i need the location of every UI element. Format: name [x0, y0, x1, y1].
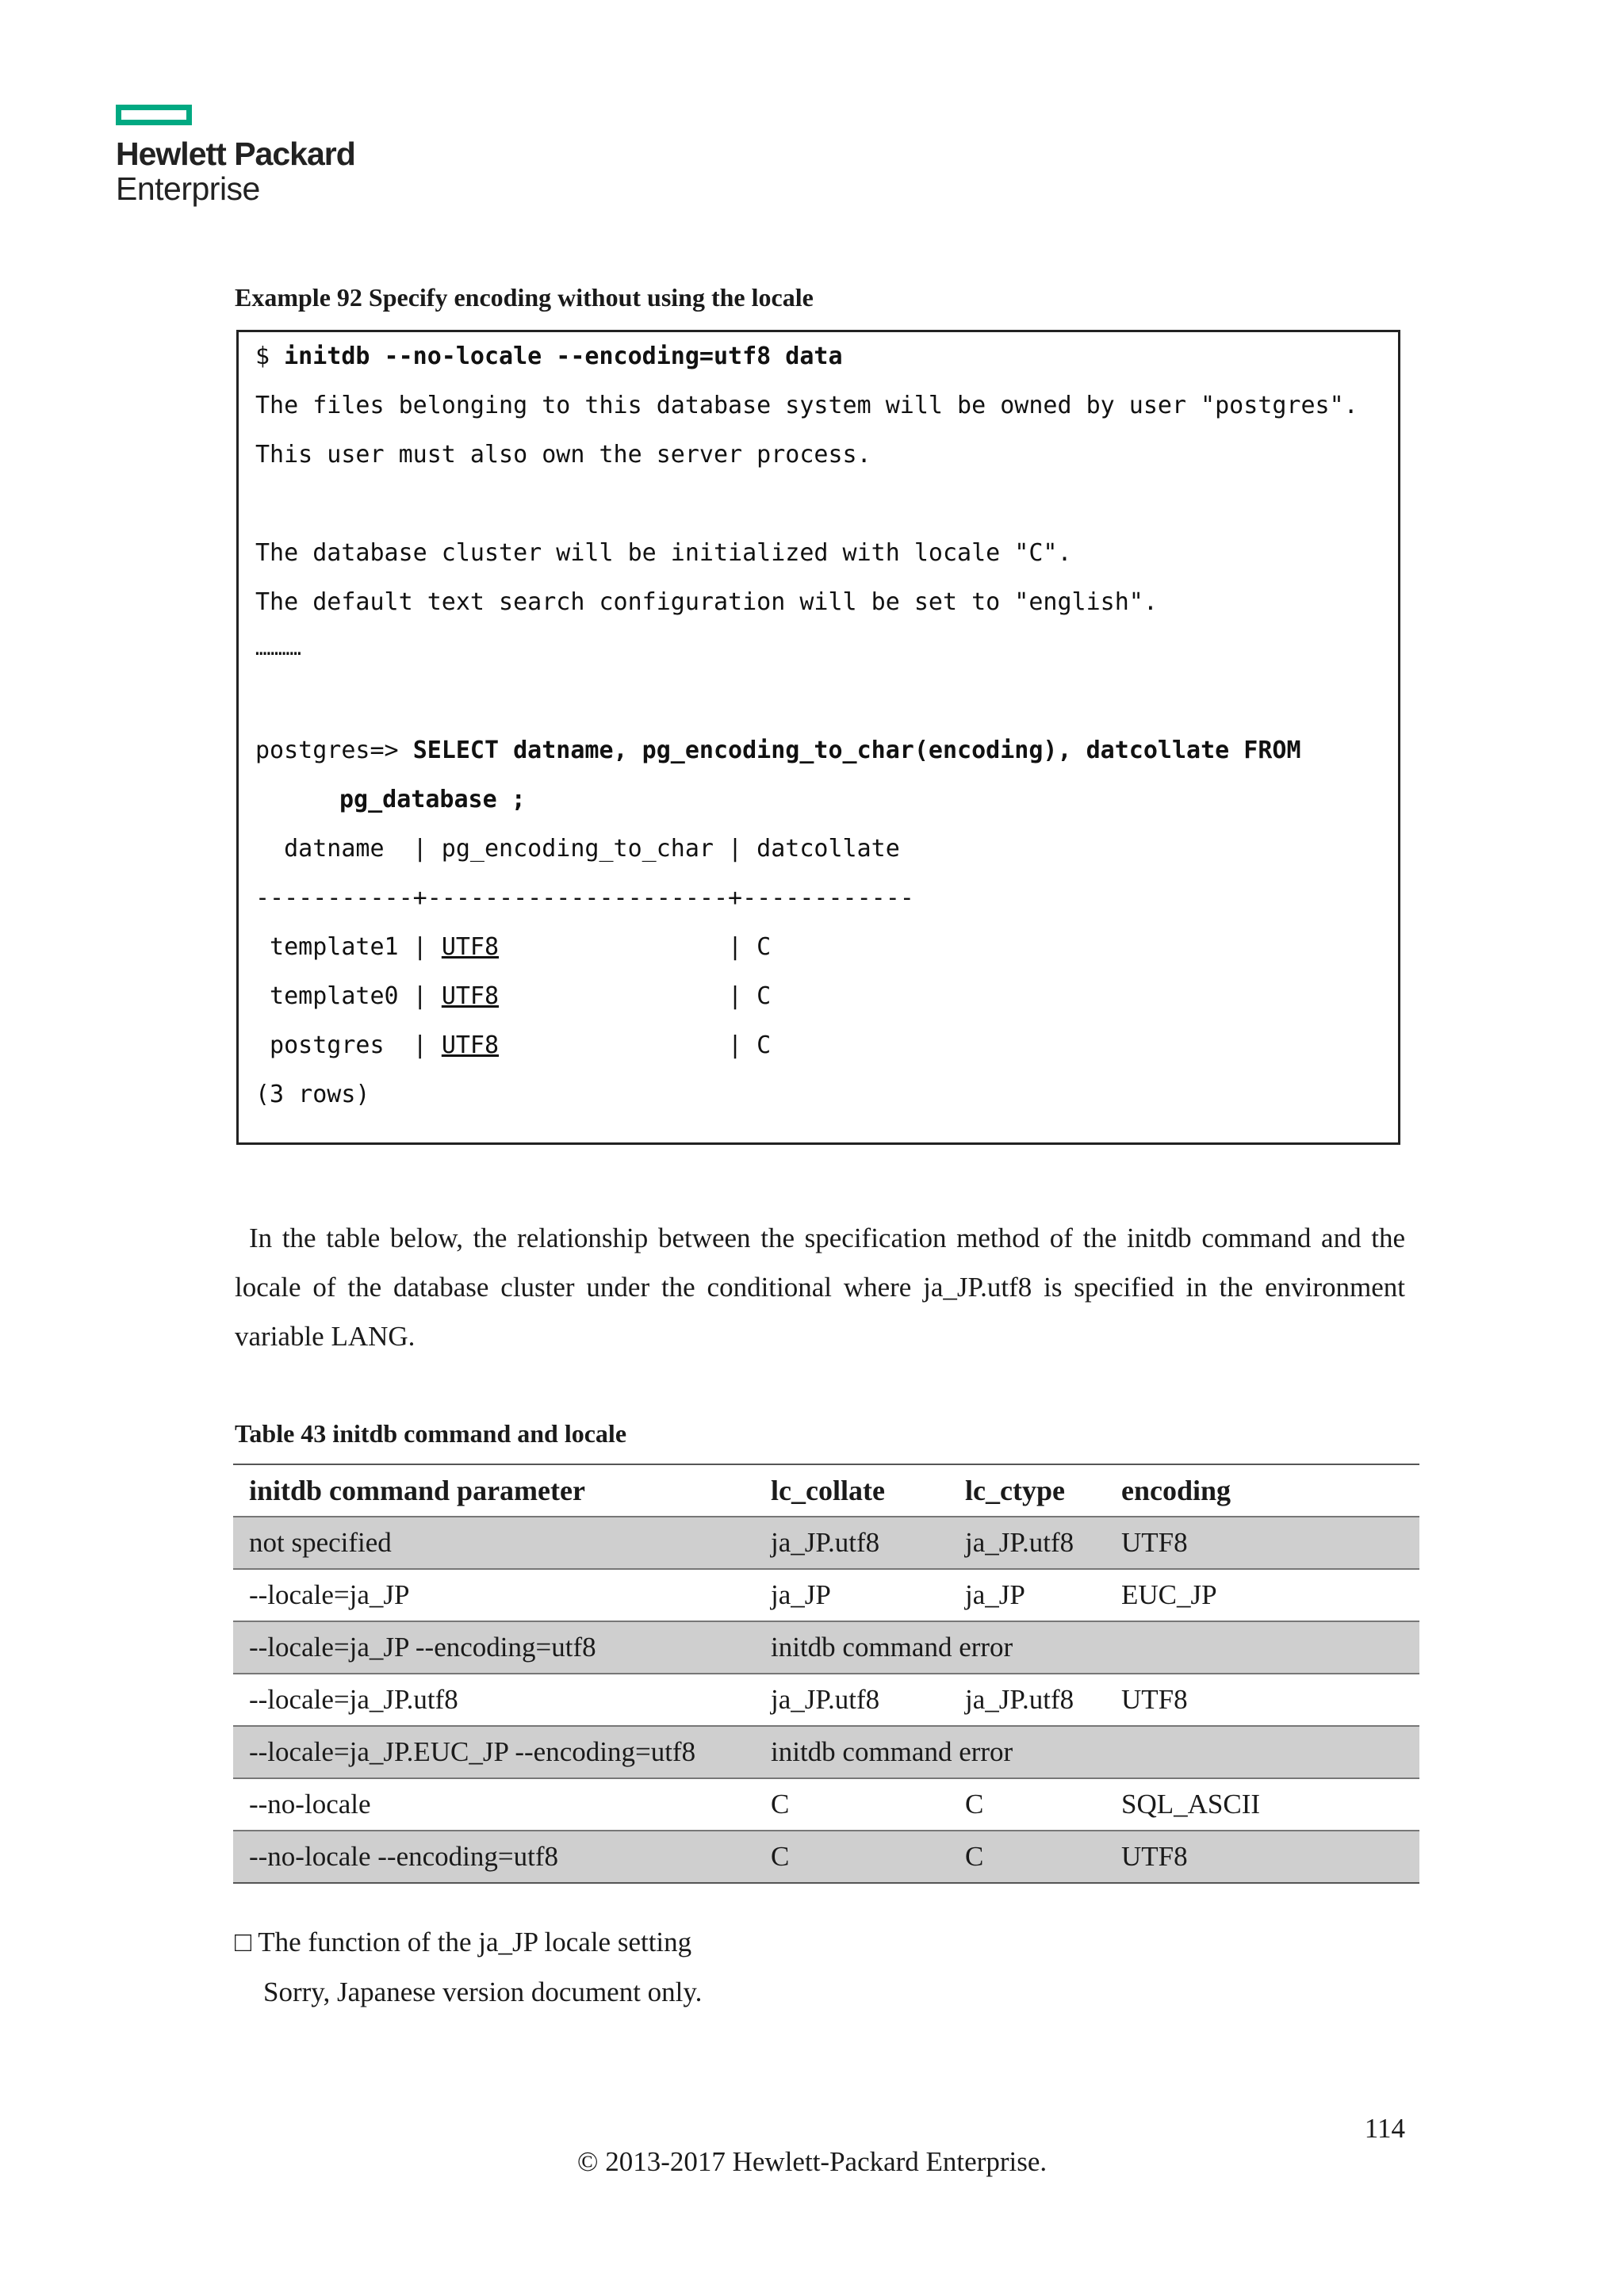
code-output-line: The default text search configuration will be set to "english".	[255, 588, 1158, 616]
result-separator: -----------+---------------------+------------	[255, 884, 914, 912]
table-cell: --locale=ja_JP.EUC_JP --encoding=utf8	[233, 1726, 755, 1778]
table-row	[233, 1674, 1419, 1726]
table-cell: SQL_ASCII	[1105, 1778, 1419, 1831]
example-caption: Example 92 Specify encoding without using the locale	[235, 283, 814, 312]
code-command: initdb --no-locale --encoding=utf8 data	[284, 342, 843, 370]
table-cell: --locale=ja_JP	[233, 1569, 755, 1621]
table-cell: ja_JP.utf8	[949, 1674, 1105, 1726]
table-row	[233, 1621, 1419, 1674]
header-cell: lc_ctype	[949, 1464, 1105, 1517]
logo-line1: Hewlett Packard	[116, 136, 355, 172]
table-cell: initdb command error	[755, 1726, 1419, 1778]
header-cell: initdb command parameter	[233, 1464, 755, 1517]
code-output-line: The files belonging to this database system will be owned by user "postgres".	[255, 392, 1358, 419]
result-row-count: (3 rows)	[255, 1081, 370, 1108]
result-row: template0 | UTF8 | C	[255, 982, 772, 1010]
table-cell: --no-locale --encoding=utf8	[233, 1831, 755, 1883]
table-row	[233, 1831, 1419, 1883]
table-cell: ja_JP.utf8	[755, 1674, 949, 1726]
table-cell: ja_JP.utf8	[755, 1517, 949, 1569]
table-cell: UTF8	[1105, 1831, 1419, 1883]
hpe-logo-mark	[116, 105, 192, 125]
table-cell: initdb command error	[755, 1621, 1419, 1674]
body-paragraph: In the table below, the relationship between the specification method of the initdb command and the locale of the database cluster under the conditional where ja_JP.utf8 is specified in the environment variable LANG.	[235, 1223, 1405, 1352]
table-cell: ja_JP	[755, 1569, 949, 1621]
logo-line2: Enterprise	[116, 170, 260, 207]
table-cell: --no-locale	[233, 1778, 755, 1831]
table-cell: ja_JP.utf8	[949, 1517, 1105, 1569]
code-query-line: postgres=> SELECT datname, pg_encoding_to_char(encoding), datcollate FROM	[255, 737, 1301, 764]
table-cell: C	[949, 1831, 1105, 1883]
code-command-line: $ initdb --no-locale --encoding=utf8 data	[255, 342, 843, 370]
table-cell: UTF8	[1105, 1517, 1419, 1569]
table-cell: ja_JP	[949, 1569, 1105, 1621]
page-number: 114	[1364, 2113, 1405, 2144]
note-heading: □ The function of the ja_JP locale setting	[235, 1927, 692, 1957]
code-ellipsis: …………	[255, 637, 301, 660]
table-row	[233, 1726, 1419, 1778]
table-cell: C	[755, 1831, 949, 1883]
note-text: Sorry, Japanese version document only.	[263, 1976, 703, 2007]
table-cell: C	[755, 1778, 949, 1831]
table-cell: C	[949, 1778, 1105, 1831]
header-cell: encoding	[1105, 1464, 1419, 1517]
table-cell: UTF8	[1105, 1674, 1419, 1726]
header-cell: lc_collate	[755, 1464, 949, 1517]
hpe-logo	[116, 105, 355, 206]
table-cell: --locale=ja_JP.utf8	[233, 1674, 755, 1726]
code-query: SELECT datname, pg_encoding_to_char(encoding), datcollate FROM	[412, 737, 1301, 764]
table-row	[233, 1778, 1419, 1831]
table-cell: EUC_JP	[1105, 1569, 1419, 1621]
result-row: template1 | UTF8 | C	[255, 933, 772, 961]
result-header: datname | pg_encoding_to_char | datcollate	[255, 835, 900, 863]
table-row	[233, 1569, 1419, 1621]
result-row: postgres | UTF8 | C	[255, 1031, 772, 1059]
copyright-footer: © 2013-2017 Hewlett-Packard Enterprise.	[576, 2146, 1048, 2177]
locale-table	[233, 1464, 1419, 1884]
table-cell: --locale=ja_JP --encoding=utf8	[233, 1621, 755, 1674]
table-header-row	[233, 1464, 1419, 1517]
code-output-line: The database cluster will be initialized with locale "C".	[255, 539, 1072, 567]
table-row	[233, 1517, 1419, 1569]
table-cell: not specified	[233, 1517, 755, 1569]
table-caption: Table 43 initdb command and locale	[235, 1419, 627, 1448]
code-query-line-2: pg_database ;	[339, 786, 526, 813]
code-output-line: This user must also own the server process.	[255, 441, 871, 469]
